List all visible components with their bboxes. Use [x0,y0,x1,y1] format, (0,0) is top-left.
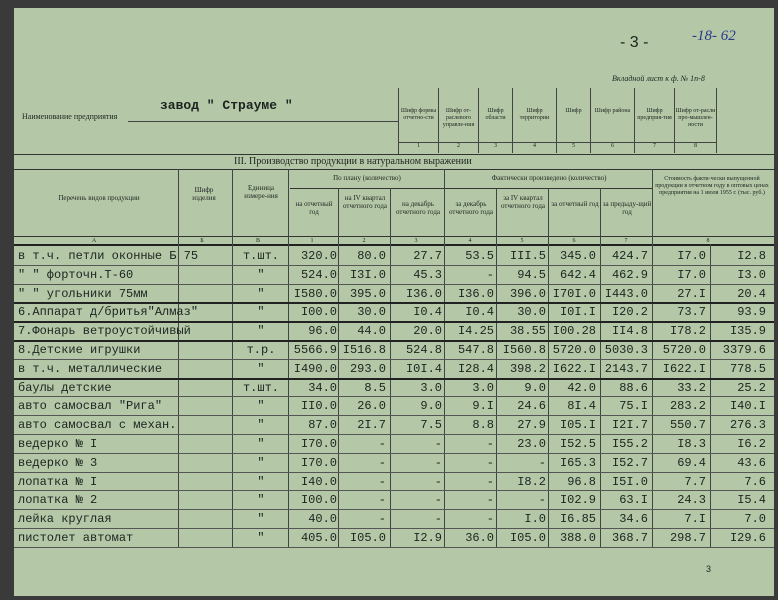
code-box-label: Шифр области [479,88,513,142]
unit-cell: " [257,324,265,339]
table-row [14,472,774,492]
value-cell: I0.4 [413,305,442,320]
value-cell: I560.8 [502,343,546,357]
product-name: авто самосвал с механ. [18,418,177,433]
table-row [14,321,774,341]
value-cell: 368.7 [611,531,648,545]
value-cell: I2.9 [413,531,442,545]
appendix-note: Вкладной лист к ф. № 1п-8 [612,74,705,83]
product-name: " " угольники 75мм [18,286,148,301]
value-cell: 550.7 [669,418,706,433]
col-fact-year: за отчетный год [551,200,599,208]
value-cell: I70.0 [300,455,337,470]
unit-cell: " [257,305,265,320]
value-cell: 43.6 [737,455,766,470]
value-cell: I4.25 [457,324,494,339]
value-cell: 27.I [677,286,706,301]
value-cell: I00.0 [300,493,337,508]
col-fact-group: Фактически произведено (количество) [491,174,607,182]
value-cell: - [486,512,494,527]
value-cell: I3.0 [737,267,766,282]
value-cell: - [378,512,386,527]
value-cell: 20.4 [737,286,766,301]
value-cell: III.5 [509,249,546,263]
column-letter: Б [200,238,204,244]
value-cell: 42.0 [567,380,596,395]
table-row [14,302,774,322]
code-box-label: Шифр [557,88,591,142]
footer-number: 3 [706,564,712,574]
column-letter: 6 [572,238,576,244]
value-cell: 75.I [619,399,648,414]
value-cell: 395.0 [349,286,386,301]
product-name: 8.Детские игрушки [18,343,141,357]
value-cell: 524.0 [300,267,337,282]
value-cell: I05.I [559,418,596,433]
unit-cell: " [257,474,265,489]
value-cell: - [378,437,386,451]
product-name: 6.Аппарат д/бритья"Алмаз" [18,305,199,320]
value-cell: 26.0 [357,399,386,414]
value-cell: 405.0 [300,531,337,545]
value-cell: I490.0 [293,361,337,376]
value-cell: 298.7 [669,531,706,545]
unit-cell: " [257,361,265,376]
table-row [14,378,774,398]
column-letter: 3 [414,238,418,244]
code-box-label: Шифр от-расли про-мышлен-ности [675,88,717,142]
col-plan-group: По плану (количество) [333,174,401,182]
value-cell: I40.I [729,399,766,414]
col-plan-q4: на IV квартал отчетного года [342,194,387,210]
value-cell: I20.2 [611,305,648,320]
value-cell: 3.0 [420,380,442,395]
code-box-label: Шифр от-раслевого управле-ния [439,88,479,142]
value-cell: I52.7 [611,455,648,470]
column-letter: 5 [520,238,524,244]
column-letter: А [91,238,97,244]
value-cell: I70I.0 [552,286,596,301]
unit-cell: т.р. [246,343,276,357]
column-letter: 8 [706,238,710,244]
section-title: III. Производство продукции в натуральном выражении [234,156,472,167]
value-cell: 8.5 [364,380,386,395]
value-cell: I70.0 [300,437,337,451]
value-cell: 30.0 [357,305,386,320]
code-box-label: Шифр территории [513,88,557,142]
page-number: - 3 - [620,34,649,51]
product-name: в т.ч. петли оконные Б 75 [18,249,199,263]
value-cell: 5720.0 [552,343,596,357]
column-letter: 1 [310,238,314,244]
value-cell: 96.0 [308,324,337,339]
value-cell: I0I.4 [405,361,442,376]
value-cell: I40.0 [300,474,337,489]
value-cell: II4.8 [611,324,648,339]
value-cell: - [434,455,442,470]
value-cell: 9.0 [524,380,546,395]
value-cell: I5I.0 [611,474,648,489]
value-cell: - [378,493,386,508]
table-row [14,246,774,266]
value-cell: - [538,493,546,508]
unit-cell: т.шт. [242,249,279,263]
value-cell: 345.0 [559,249,596,263]
code-box-number: 7 [635,142,675,153]
col-fact-dec: за декабрь отчетного года [448,200,493,216]
unit-cell: " [257,512,265,527]
column-letter: 2 [362,238,366,244]
document-page [14,8,774,596]
value-cell: 9.I [472,399,494,414]
value-cell: I2.8 [737,249,766,263]
value-cell: 24.6 [517,399,546,414]
product-name: лопатка № 2 [18,493,98,508]
value-cell: 69.4 [677,455,706,470]
value-cell: 27.7 [413,249,442,263]
value-cell: 5720.0 [662,343,706,357]
value-cell: 36.0 [465,531,494,545]
value-cell: 9.0 [420,399,442,414]
value-cell: 96.8 [567,474,596,489]
code-box-number: 4 [513,142,557,153]
unit-cell: " [257,437,265,451]
value-cell: 2I.7 [357,418,386,433]
value-cell: I36.0 [457,286,494,301]
col-unit: Единица измере-ния [244,184,278,200]
value-cell: 63.I [619,493,648,508]
value-cell: 40.0 [308,512,337,527]
value-cell: I52.5 [559,437,596,451]
divider [14,154,774,155]
value-cell: I0I.I [559,305,596,320]
divider [290,188,652,189]
value-cell: 94.5 [517,267,546,282]
value-cell: I443.0 [604,286,648,301]
value-cell: I05.0 [349,531,386,545]
col-code: Шифр изделия [192,186,216,202]
product-name: лейка круглая [18,512,112,527]
product-name: ведерко № 3 [18,455,98,470]
table-row [14,284,774,304]
value-cell: 7.5 [420,418,442,433]
value-cell: I29.6 [729,531,766,545]
table-row [14,434,774,454]
value-cell: 3379.6 [722,343,766,357]
value-cell: I00.0 [300,305,337,320]
value-cell: 283.2 [669,399,706,414]
value-cell: 25.2 [737,380,766,395]
table-row [14,396,774,416]
value-cell: - [486,474,494,489]
col-plan-dec: на декабрь отчетного года [395,200,440,216]
value-cell: - [434,437,442,451]
code-box-number: 3 [479,142,513,153]
value-cell: 5030.3 [604,343,648,357]
code-box-number: 8 [675,142,717,153]
value-cell: - [486,267,494,282]
product-name: авто самосвал "Рига" [18,399,163,414]
code-box-label: Шифр формы отчетно-сти [399,88,439,142]
value-cell: I622.I [552,361,596,376]
codes-table [398,88,765,154]
value-cell: - [538,455,546,470]
unit-cell: " [257,455,265,470]
table-row [14,528,774,548]
value-cell: - [486,437,494,451]
table-row [14,340,774,360]
value-cell: 276.3 [729,418,766,433]
value-cell: I5.4 [737,493,766,508]
value-cell: 396.0 [509,286,546,301]
value-cell: - [434,474,442,489]
value-cell: 398.2 [509,361,546,376]
product-name: " " форточн.Т-60 [18,267,134,282]
unit-cell: т.шт. [242,380,279,395]
value-cell: 53.5 [465,249,494,263]
table-row [14,509,774,529]
value-cell: I05.0 [509,531,546,545]
unit-cell: " [257,531,265,545]
value-cell: 8I.4 [567,399,596,414]
unit-cell: " [257,267,265,282]
value-cell: I3I.0 [349,267,386,282]
value-cell: - [378,474,386,489]
value-cell: I78.2 [669,324,706,339]
value-cell: 45.3 [413,267,442,282]
value-cell: - [434,512,442,527]
col-fact-prev: за предыду-щий год [602,200,652,216]
unit-cell: " [257,418,265,433]
value-cell: I36.0 [405,286,442,301]
value-cell: 388.0 [559,531,596,545]
value-cell: 462.9 [611,267,648,282]
value-cell: 547.8 [457,343,494,357]
code-box-number: 2 [439,142,479,153]
value-cell: 524.8 [405,343,442,357]
value-cell: I2I.7 [611,418,648,433]
value-cell: 38.55 [509,324,546,339]
product-name: в т.ч. металлические [18,361,163,376]
product-name: лопатка № I [18,474,98,489]
code-box-label: Шифр предприя-тия [635,88,675,142]
value-cell: 424.7 [611,249,648,263]
value-cell: 73.7 [677,305,706,320]
table-row [14,359,774,379]
value-cell: 20.0 [413,324,442,339]
value-cell: 778.5 [729,361,766,376]
value-cell: 24.3 [677,493,706,508]
value-cell: I7.0 [677,267,706,282]
code-box-number: 6 [591,142,635,153]
value-cell: 320.0 [300,249,337,263]
archive-stamp: -18- 62 [692,28,736,44]
value-cell: I00.28 [552,324,596,339]
value-cell: 34.6 [619,512,648,527]
value-cell: I35.9 [729,324,766,339]
table-row [14,265,774,285]
product-name: 7.Фонарь ветроустойчивый [18,324,191,339]
column-letter: 7 [624,238,628,244]
value-cell: 93.9 [737,305,766,320]
col-cost: Стоимость факти-чески выпущенной продукции в отчетном году в оптовых ценах предприятия на 1 июля 1955 г. (тыс. руб.) [655,176,769,196]
divider [14,236,774,237]
value-cell: 7.I [684,512,706,527]
value-cell: 7.0 [744,512,766,527]
product-name: баулы детские [18,380,112,395]
value-cell: I7.0 [677,249,706,263]
value-cell: I8.3 [677,437,706,451]
value-cell: I6.2 [737,437,766,451]
value-cell: 88.6 [619,380,648,395]
value-cell: 8.8 [472,418,494,433]
name-underline [128,121,398,122]
enterprise-name-label: Наименование предприятия [22,112,118,121]
value-cell: I622.I [662,361,706,376]
value-cell: - [434,493,442,508]
value-cell: 3.0 [472,380,494,395]
unit-cell: " [257,493,265,508]
value-cell: 5566.9 [293,343,337,357]
value-cell: II0.0 [300,399,337,414]
value-cell: 23.0 [517,437,546,451]
product-name: ведерко № I [18,437,98,451]
col-fact-q4: за IV квартал отчетного года [500,194,545,210]
code-box-label: Шифр района [591,88,635,142]
table-row [14,453,774,473]
value-cell: 30.0 [517,305,546,320]
divider [14,169,774,170]
col-plan-year: на отчетный год [295,200,333,216]
value-cell: 2143.7 [604,361,648,376]
value-cell: 293.0 [349,361,386,376]
value-cell: I516.8 [342,343,386,357]
unit-cell: " [257,399,265,414]
table-row [14,490,774,510]
value-cell: I6.85 [559,512,596,527]
value-cell: - [378,455,386,470]
column-letter: В [255,238,260,244]
product-name: пистолет автомат [18,531,134,545]
row-divider [14,547,774,548]
code-box-number: 5 [557,142,591,153]
value-cell: 80.0 [357,249,386,263]
value-cell: 87.0 [308,418,337,433]
col-product: Перечень видов продукции [58,194,140,202]
value-cell: I0.4 [465,305,494,320]
code-box-number: 1 [399,142,439,153]
value-cell: - [486,493,494,508]
value-cell: - [486,455,494,470]
value-cell: I65.3 [559,455,596,470]
table-row [14,415,774,435]
value-cell: 7.6 [744,474,766,489]
column-letter: 4 [468,238,472,244]
value-cell: 642.4 [559,267,596,282]
value-cell: 33.2 [677,380,706,395]
value-cell: 7.7 [684,474,706,489]
value-cell: I55.2 [611,437,648,451]
value-cell: I28.4 [457,361,494,376]
value-cell: I.0 [524,512,546,527]
value-cell: 27.9 [517,418,546,433]
factory-name: завод " Страуме " [160,98,293,113]
value-cell: 34.0 [308,380,337,395]
value-cell: I580.0 [293,286,337,301]
value-cell: 44.0 [357,324,386,339]
value-cell: I02.9 [559,493,596,508]
unit-cell: " [257,286,265,301]
value-cell: I8.2 [517,474,546,489]
